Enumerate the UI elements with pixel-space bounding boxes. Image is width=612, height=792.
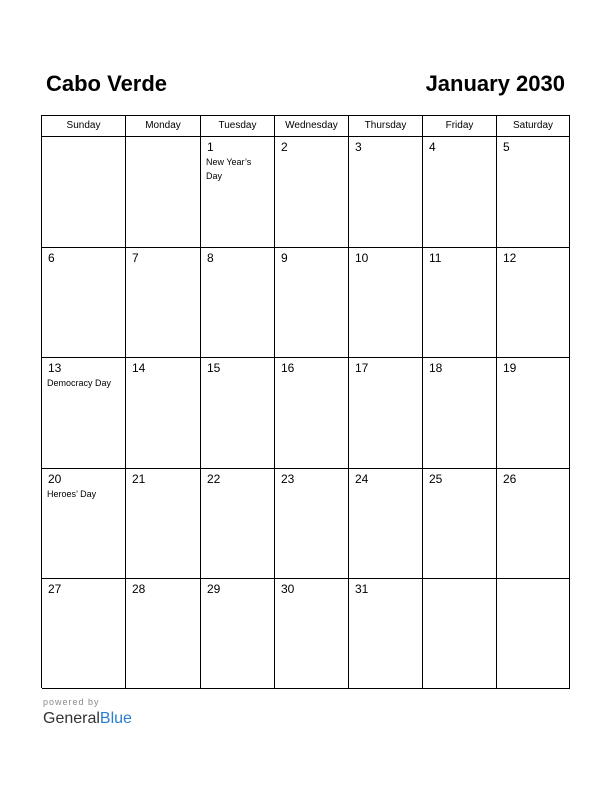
day-number: 14	[132, 361, 146, 375]
day-number: 9	[281, 251, 288, 265]
day-number: 28	[132, 582, 146, 596]
day-number: 19	[503, 361, 517, 375]
holiday-label: Democracy Day	[47, 378, 112, 388]
day-number: 21	[132, 472, 146, 486]
logo-text-blue: Blue	[99, 710, 132, 727]
day-number: 16	[281, 361, 295, 375]
day-cell-14	[126, 358, 201, 469]
day-cell-27	[42, 579, 126, 689]
day-number: 10	[355, 251, 369, 265]
empty-day-cell	[497, 579, 570, 689]
day-cell-29	[201, 579, 275, 689]
empty-day-cell	[42, 137, 126, 248]
day-number: 29	[207, 582, 221, 596]
day-cell-4	[423, 137, 497, 248]
generalblue-logo	[43, 709, 132, 729]
day-cell-20	[42, 469, 126, 579]
day-number: 1	[207, 140, 214, 154]
day-cell-6	[42, 248, 126, 358]
day-cell-8	[201, 248, 275, 358]
day-cell-28	[126, 579, 201, 689]
day-number: 12	[503, 251, 517, 265]
brand-footer	[43, 696, 132, 729]
day-number: 11	[429, 251, 442, 265]
month-year-title: January 2030	[425, 71, 565, 96]
weekday-header-friday: Friday	[423, 116, 497, 137]
holiday-label: New Year’s Day	[206, 157, 252, 181]
day-cell-18	[423, 358, 497, 469]
empty-day-cell	[126, 137, 201, 248]
day-cell-17	[349, 358, 423, 469]
day-number: 17	[355, 361, 369, 375]
day-number: 5	[503, 140, 510, 154]
day-cell-30	[275, 579, 349, 689]
day-number: 31	[355, 582, 369, 596]
day-cell-13	[42, 358, 126, 469]
day-number: 4	[429, 140, 436, 154]
weekday-header-saturday: Saturday	[497, 116, 570, 137]
day-number: 23	[281, 472, 295, 486]
calendar-grid	[41, 115, 570, 688]
day-number: 13	[48, 361, 62, 375]
day-cell-24	[349, 469, 423, 579]
day-cell-15	[201, 358, 275, 469]
day-number: 20	[48, 472, 62, 486]
day-number: 25	[429, 472, 443, 486]
day-number: 8	[207, 251, 214, 265]
day-cell-3	[349, 137, 423, 248]
day-cell-7	[126, 248, 201, 358]
day-cell-2	[275, 137, 349, 248]
day-cell-9	[275, 248, 349, 358]
day-number: 15	[207, 361, 221, 375]
weekday-header-tuesday: Tuesday	[201, 116, 275, 137]
day-number: 24	[355, 472, 369, 486]
day-cell-22	[201, 469, 275, 579]
day-cell-31	[349, 579, 423, 689]
day-number: 7	[132, 251, 139, 265]
day-cell-5	[497, 137, 570, 248]
weekday-header-sunday: Sunday	[42, 116, 126, 137]
day-number: 18	[429, 361, 443, 375]
day-number: 27	[48, 582, 62, 596]
day-cell-25	[423, 469, 497, 579]
day-cell-1	[201, 137, 275, 248]
day-number: 2	[281, 140, 288, 154]
day-cell-12	[497, 248, 570, 358]
day-cell-11	[423, 248, 497, 358]
empty-day-cell	[423, 579, 497, 689]
day-number: 22	[207, 472, 221, 486]
day-cell-23	[275, 469, 349, 579]
day-cell-21	[126, 469, 201, 579]
day-cell-19	[497, 358, 570, 469]
weekday-header-thursday: Thursday	[349, 116, 423, 137]
weekday-header-monday: Monday	[126, 116, 201, 137]
weekday-header-wednesday: Wednesday	[275, 116, 349, 137]
day-cell-10	[349, 248, 423, 358]
holiday-label: Heroes’ Day	[47, 489, 97, 499]
day-number: 26	[503, 472, 517, 486]
powered-by-label: powered by	[43, 697, 100, 707]
day-number: 6	[48, 251, 55, 265]
country-title: Cabo Verde	[46, 71, 168, 96]
day-cell-16	[275, 358, 349, 469]
day-number: 3	[355, 140, 362, 154]
day-cell-26	[497, 469, 570, 579]
day-number: 30	[281, 582, 295, 596]
logo-text-general: General	[43, 710, 100, 727]
